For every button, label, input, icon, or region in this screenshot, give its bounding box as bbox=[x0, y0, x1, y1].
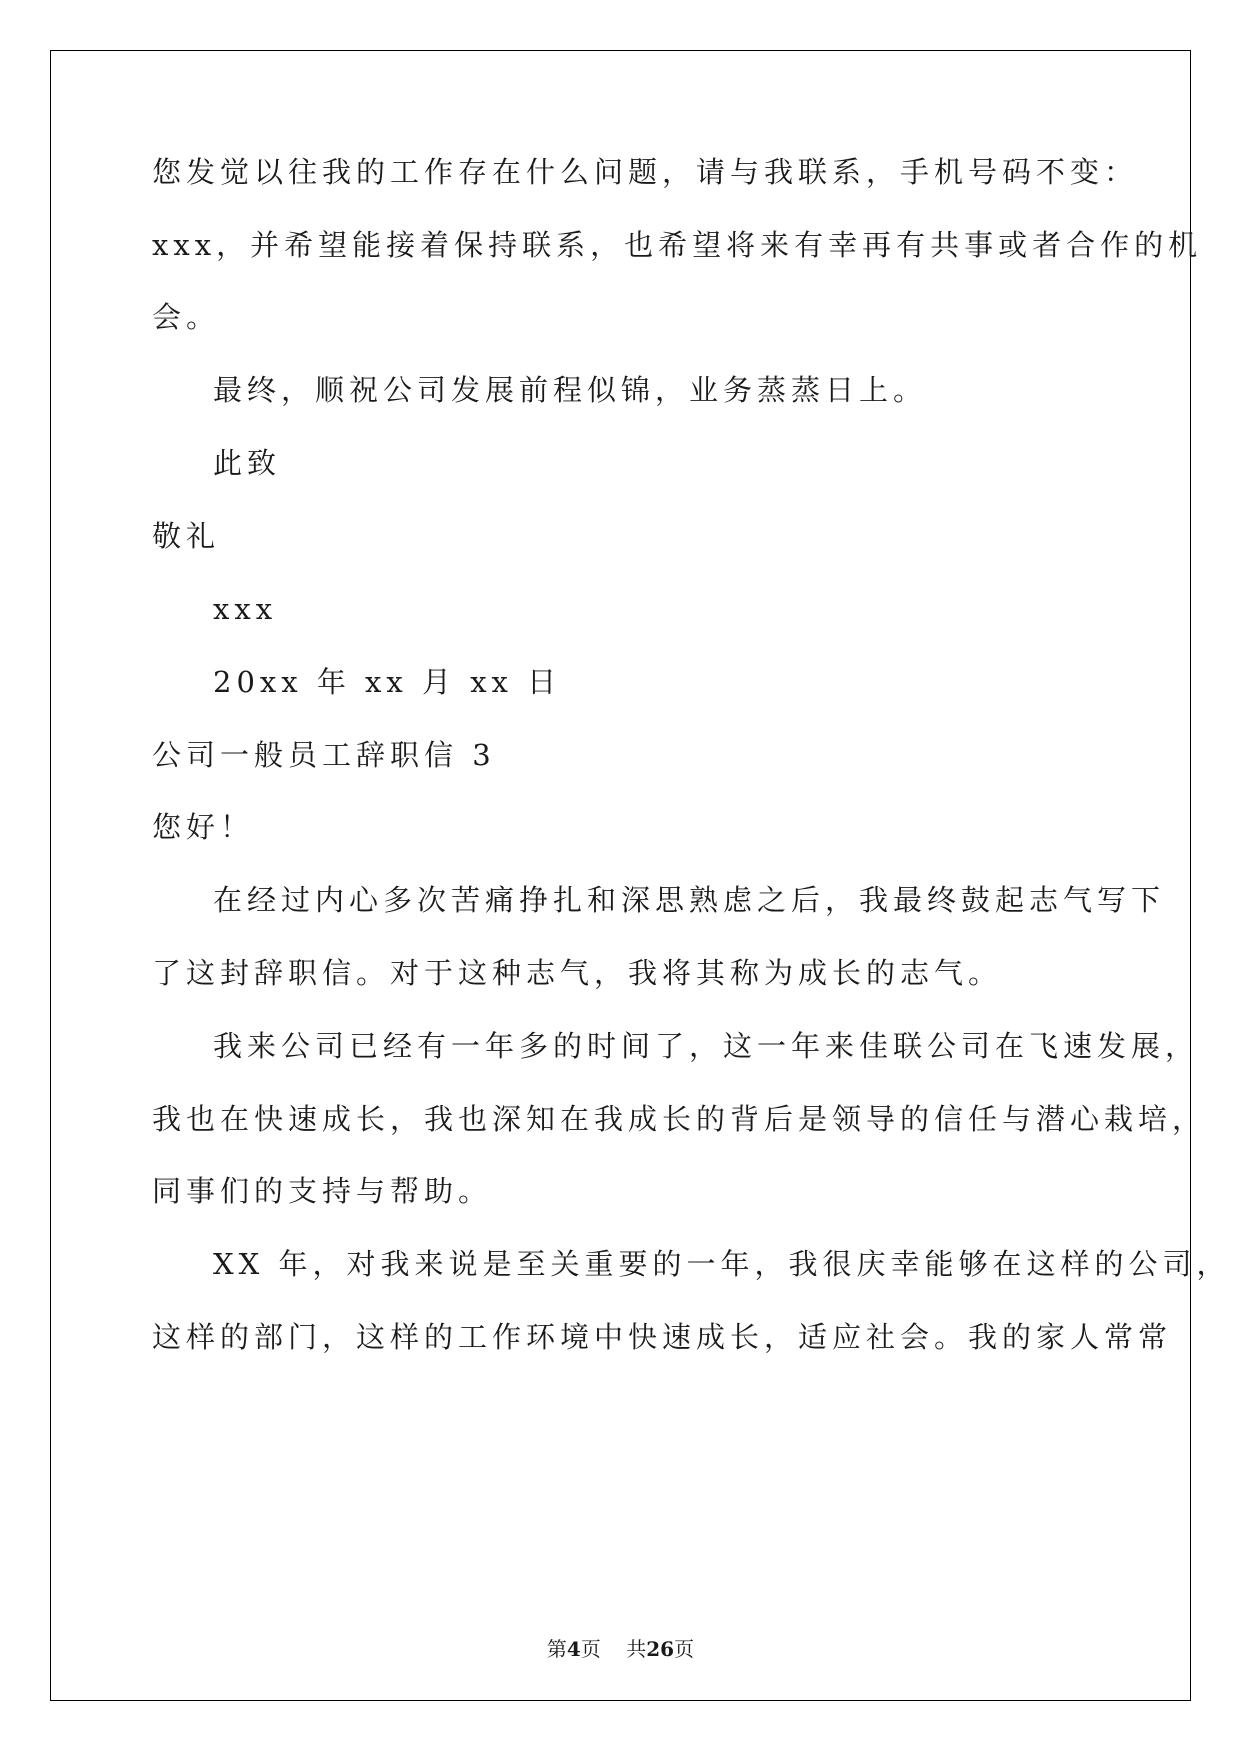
footer-total-suffix: 页 bbox=[674, 1637, 695, 1661]
salutation-closing: 此致 bbox=[213, 446, 282, 480]
footer-total-prefix: 共 bbox=[626, 1637, 647, 1661]
footer-page-suffix: 页 bbox=[580, 1637, 601, 1661]
text-line: xxx，并希望能接着保持联系，也希望将来有幸再有共事或者合作的机 bbox=[152, 228, 1203, 262]
salutation-regards: 敬礼 bbox=[152, 519, 221, 553]
footer-page-number: 4 bbox=[566, 1637, 581, 1661]
text-line: XX 年，对我来说是至关重要的一年，我很庆幸能够在这样的公司， bbox=[213, 1247, 1231, 1281]
text-line: 最终，顺祝公司发展前程似锦，业务蒸蒸日上。 bbox=[213, 373, 928, 407]
text-line: 我来公司已经有一年多的时间了，这一年来佳联公司在飞速发展， bbox=[213, 1029, 1200, 1063]
text-line: 会。 bbox=[152, 300, 221, 334]
page-footer bbox=[0, 1633, 1241, 1662]
text-line: 了这封辞职信。对于这种志气，我将其称为成长的志气。 bbox=[152, 956, 1003, 990]
page-frame bbox=[50, 50, 1231, 1701]
text-line: 这样的部门，这样的工作环境中快速成长，适应社会。我的家人常常 bbox=[152, 1320, 1173, 1354]
signature-name: xxx bbox=[213, 592, 278, 626]
footer-prefix: 第 bbox=[546, 1637, 567, 1661]
text-line: 您发觉以往我的工作存在什么问题，请与我联系，手机号码不变： bbox=[152, 155, 1139, 189]
footer-total-pages: 26 bbox=[646, 1637, 675, 1661]
text-line: 我也在快速成长，我也深知在我成长的背后是领导的信任与潜心栽培， bbox=[152, 1102, 1207, 1136]
signature-date: 20xx 年 xx 月 xx 日 bbox=[213, 665, 562, 699]
text-line: 在经过内心多次苦痛挣扎和深思熟虑之后，我最终鼓起志气写下 bbox=[213, 883, 1166, 917]
greeting: 您好！ bbox=[152, 810, 255, 844]
section-title: 公司一般员工辞职信 3 bbox=[152, 738, 496, 772]
text-line: 同事们的支持与帮助。 bbox=[152, 1174, 493, 1208]
